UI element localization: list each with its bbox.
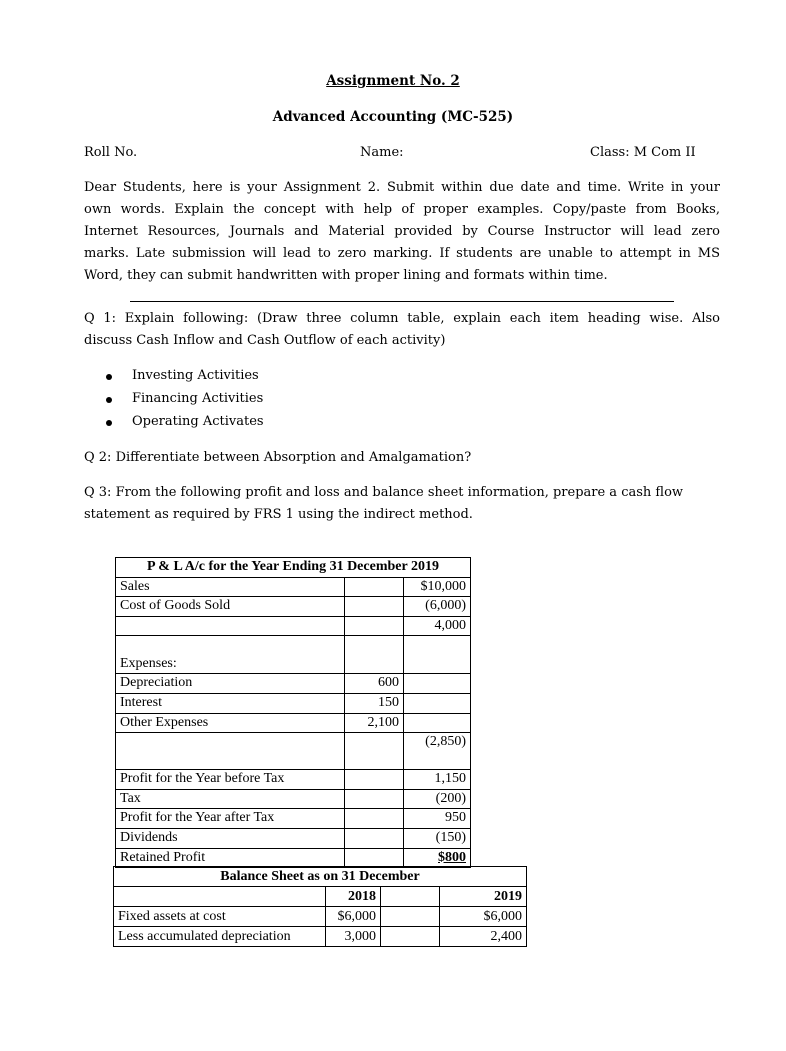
- name-label: Name:: [360, 145, 404, 160]
- intro-line: own words. Explain the concept with help of proper examples. Copy/paste from Books,: [84, 202, 720, 217]
- table-row: Cost of Goods Sold (6,000): [116, 597, 471, 617]
- table-row: Sales $10,000: [116, 577, 471, 597]
- table-row: Depreciation 600: [116, 674, 471, 694]
- table-row: Profit for the Year after Tax 950: [116, 809, 471, 829]
- table-row: Interest 150: [116, 693, 471, 713]
- table-row: [114, 887, 527, 907]
- balance-sheet-title: Balance Sheet as on 31 December: [114, 867, 527, 887]
- year-header: 2018: [326, 887, 381, 907]
- assignment-page: Assignment No. 2 Advanced Accounting (MC-525) Roll No. Name: Class: M Com II Dear Students, here is your Assignment 2. Submit within due date and time. Write in your own words. Explain the concept with help of proper examples. Copy/paste from Books, Internet Resources, Journals and Material provided by Course Instructor will lead zero marks. Late submission will lead to zero marking. If students are unable to attempt in MS Word, they can submit handwritten with proper lining and formats within time. Q 1: Explain following: (Draw three column table, explain each item heading wise. Also discuss Cash Inflow and Cash Outflow of each activity) Investing Activities Financing Activities Operating Activates Q 2: Differentiate between Absorption and Amalgamation? Q 3: From the following profit and loss and balance sheet information, prepare a cash flow statement as required by FRS 1 using the indirect method. P & L A/c for the Year Ending 31 December 2019 Sales $10,000 Cost of Goods Sold (6,000) 4,000 Expenses: Depreciation 600 Interest 150 Other Expenses 2,100 (2,850) Profit for the Year before Tax 1,150 Tax (200) Profit for the Year after Tax 950 Dividends (150) Retained Profit $800 Balance Sheet as on 31 December 2018 2019 Fixed assets at cost $6,000 $6,000 Less accumulated depreciation 3,000 2,400: [0, 0, 786, 1051]
- bullet-dot-icon: [106, 397, 112, 403]
- class-label: Class: M Com II: [590, 145, 696, 160]
- balance-sheet-table: [113, 866, 527, 947]
- intro-line: Dear Students, here is your Assignment 2. Submit within due date and time. Write in your: [84, 180, 720, 195]
- table-row: 4,000: [116, 616, 471, 636]
- year-header: 2019: [440, 887, 527, 907]
- pl-account-table: [115, 557, 471, 868]
- bullet-dot-icon: [106, 374, 112, 380]
- table-row: (2,850): [116, 733, 471, 770]
- intro-paragraph: [84, 177, 720, 287]
- table-row: Tax (200): [116, 789, 471, 809]
- table-row: Retained Profit $800: [116, 848, 471, 868]
- table-row: Dividends (150): [116, 828, 471, 848]
- q3-line: Q 3: From the following profit and loss and balance sheet information, prepare a cash flow: [84, 485, 684, 500]
- pl-table-title: P & L A/c for the Year Ending 31 December 2019: [116, 558, 471, 578]
- separator-line: [130, 301, 674, 302]
- intro-line: Internet Resources, Journals and Material provided by Course Instructor will lead zero: [84, 224, 720, 239]
- roll-no-label: Roll No.: [84, 145, 138, 160]
- question-1: [84, 308, 720, 352]
- assignment-title: Assignment No. 2: [326, 73, 460, 89]
- bullet-dot-icon: [106, 420, 112, 426]
- retained-profit-value: $800: [404, 848, 471, 868]
- question-2: Q 2: Differentiate between Absorption and Amalgamation?: [84, 450, 472, 465]
- intro-line: marks. Late submission will lead to zero marking. If students are unable to attempt in MS: [84, 246, 720, 261]
- table-row: Less accumulated depreciation 3,000 2,400: [114, 927, 527, 947]
- q1-line: discuss Cash Inflow and Cash Outflow of each activity): [84, 333, 446, 348]
- table-row: Expenses:: [116, 636, 471, 674]
- intro-line: Word, they can submit handwritten with proper lining and formats within time.: [84, 268, 608, 283]
- question-3: [84, 482, 720, 526]
- course-title: Advanced Accounting (MC-525): [272, 109, 514, 125]
- table-row: Fixed assets at cost $6,000 $6,000: [114, 907, 527, 927]
- table-row: Other Expenses 2,100: [116, 713, 471, 733]
- q3-line: statement as required by FRS 1 using the indirect method.: [84, 507, 473, 522]
- table-row: Profit for the Year before Tax 1,150: [116, 770, 471, 790]
- q1-line: Q 1: Explain following: (Draw three column table, explain each item heading wise. Also: [84, 311, 720, 326]
